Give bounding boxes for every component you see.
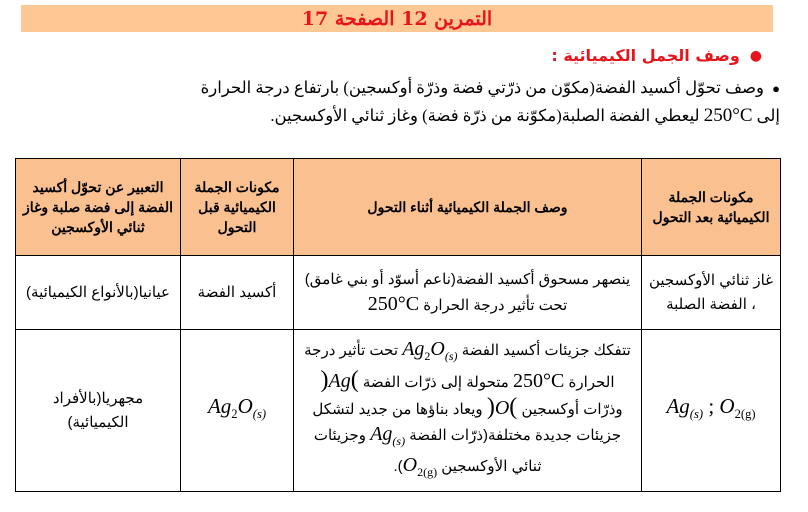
paragraph-line-1	[20, 74, 780, 102]
description-paragraph	[20, 74, 780, 129]
section-heading-text: وصف الجمل الكيميائية :	[551, 46, 740, 65]
table-row	[16, 330, 781, 492]
oxygen-symbol: O	[494, 397, 510, 419]
bullet-icon: ●	[749, 47, 762, 64]
paragraph-line-2	[20, 102, 780, 129]
cell-expression: عيانيا(بالأنواع الكيميائية)	[16, 256, 181, 330]
header-before: مكونات الجملة الكيميائية قبل التحول	[181, 159, 294, 256]
paragraph-prefix: إلى	[756, 106, 780, 125]
temperature-value: 250°C	[513, 370, 565, 392]
cell-during	[294, 256, 642, 330]
header-expression: التعبير عن تحوّل أكسيد الفضة إلى فضة صلبة وغاز ثنائي الأوكسجين	[16, 159, 181, 256]
exercise-title: التمرين 12 الصفحة 17	[301, 7, 493, 30]
silver-oxide-formula: $Ag_2O_{(s)}$	[402, 338, 458, 363]
cell-before: أكسيد الفضة	[181, 256, 294, 330]
cell-during-detail: تتفكك جزيئات أكسيد الفضة $Ag_2O_{(s)}$ تحت تأثير درجة الحرارة 250°C متحولة إلى ذرّات الفضة )Ag( وذرّات أوكسجين )O( ويعاد بناؤها من جديد لتشكل جزيئات جديدة مختلفة(ذرّات الفضة $Ag_{(s)}$ وجزيئات ثنائي الأوكسجين $O_{2(g)}$).	[294, 330, 642, 492]
during-text: ينصهر مسحوق أكسيد الفضة(ناعم أسوّد أو بني غامق) تحت تأثير درجة الحرارة	[304, 270, 631, 314]
table-row	[16, 256, 781, 330]
cell-expression-micro: مجهريا(بالأفراد الكيميائية)	[16, 330, 181, 492]
products-formula: $Ag_{(s)}$ ; $O_{2(g)}$	[666, 394, 756, 422]
paragraph-suffix: ليعطي الفضة الصلبة(مكوّنة من ذرّة فضة) وغاز ثنائي الأوكسجين.	[270, 106, 700, 125]
bullet-icon: ●	[772, 81, 780, 96]
header-after: مكونات الجملة الكيميائية بعد التحول	[642, 159, 781, 256]
table-header-row	[16, 159, 781, 256]
temperature-value: 250°C	[367, 292, 420, 315]
cell-after-formula	[642, 330, 781, 492]
cell-after: غاز ثنائي الأوكسجين ، الفضة الصلبة	[642, 256, 781, 330]
paragraph-line-1-text: وصف تحوّل أكسيد الفضة(مكوّن من ذرّتي فضة وذرّة أوكسجين) بارتفاع درجة الحرارة	[200, 78, 765, 97]
reactant-formula: $Ag_2O_{(s)}$	[207, 394, 267, 422]
temperature-value: 250°C	[703, 105, 753, 126]
oxygen-gas-formula: $O_{2(g)}$	[402, 454, 438, 479]
chemical-systems-table	[15, 158, 781, 492]
silver-solid-formula: $Ag_{(s)}$	[370, 423, 406, 448]
exercise-title-bar	[21, 5, 773, 32]
cell-before-formula	[181, 330, 294, 492]
header-during: وصف الجملة الكيميائية أثناء التحول	[294, 159, 642, 256]
silver-symbol: Ag	[328, 370, 351, 392]
section-heading	[551, 46, 762, 65]
